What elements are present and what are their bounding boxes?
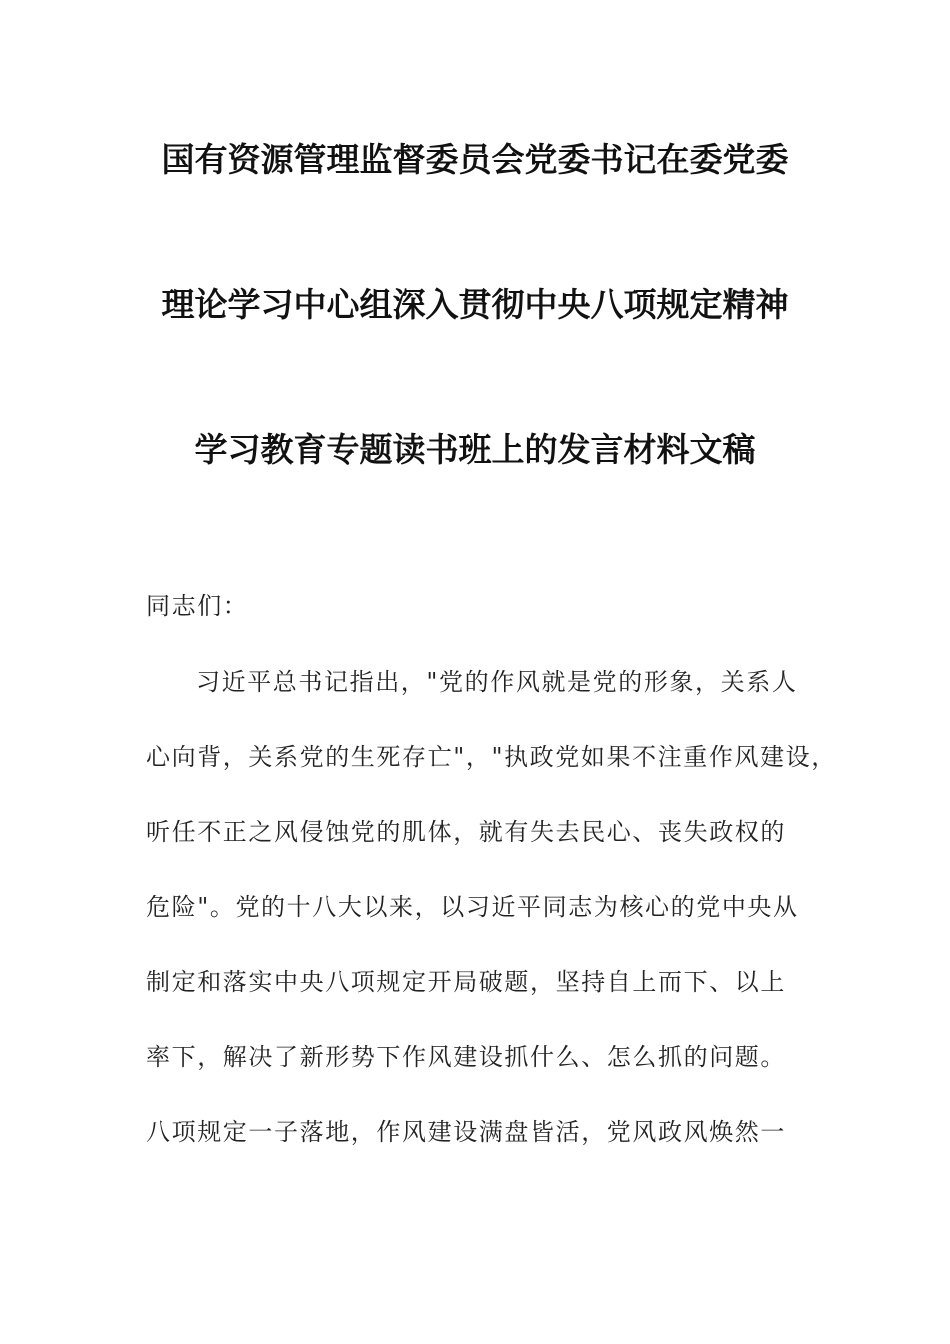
paragraph-line-2: 心向背，关系党的生死存亡"，"执政党如果不注重作风建设， xyxy=(146,743,837,771)
paragraph-line-1: 习近平总书记指出，"党的作风就是党的形象，关系人 xyxy=(196,668,798,696)
paragraph-line-3: 听任不正之风侵蚀党的肌体，就有失去民心、丧失政权的 xyxy=(146,818,786,846)
title-line-3: 学习教育专题读书班上的发言材料文稿 xyxy=(194,430,756,469)
title-line-2: 理论学习中心组深入贯彻中央八项规定精神 xyxy=(161,285,789,324)
paragraph-line-7: 八项规定一子落地，作风建设满盘皆活，党风政风焕然一 xyxy=(146,1118,786,1146)
paragraph-line-6: 率下，解决了新形势下作风建设抓什么、怎么抓的问题。 xyxy=(146,1043,786,1071)
paragraph-line-5: 制定和落实中央八项规定开局破题，坚持自上而下、以上 xyxy=(146,968,786,996)
title-line-1: 国有资源管理监督委员会党委书记在委党委 xyxy=(161,140,789,179)
paragraph-line-4: 危险"。党的十八大以来，以习近平同志为核心的党中央从 xyxy=(146,893,799,921)
salutation: 同志们： xyxy=(146,592,249,620)
